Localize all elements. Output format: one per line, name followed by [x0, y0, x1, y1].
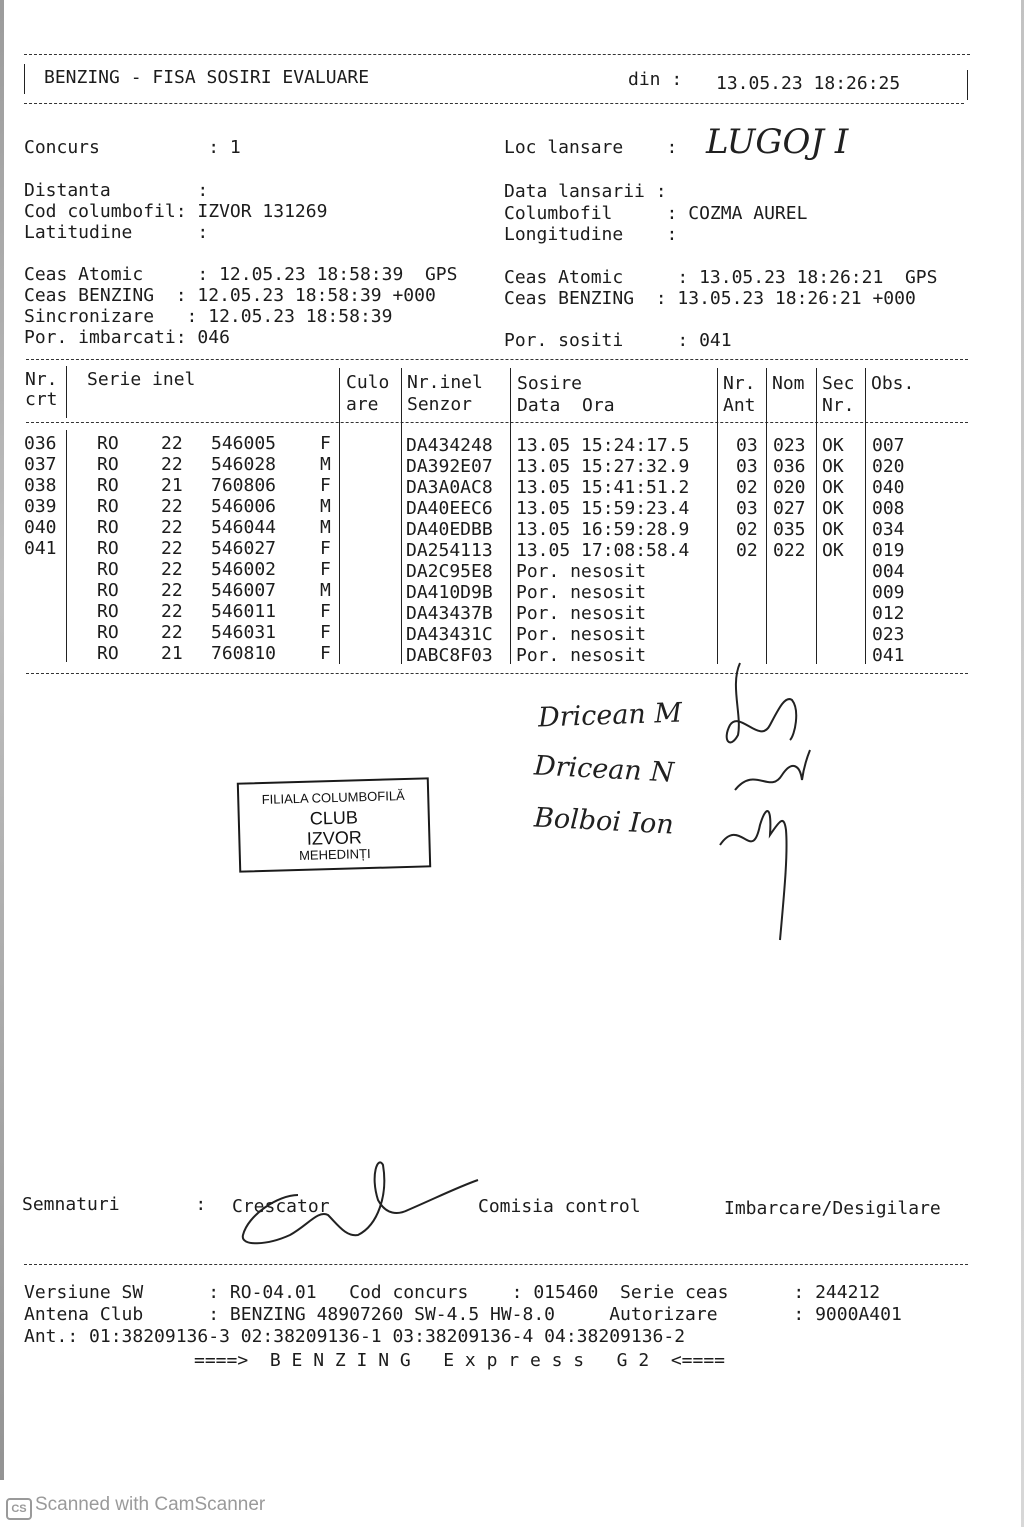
cell-senzor: DA43437B: [406, 603, 493, 624]
longitudine: Longitudine :: [504, 224, 678, 245]
table-header-rule: [26, 422, 968, 423]
concurs: Concurs : 1: [24, 137, 241, 158]
cell-obs: 020: [872, 456, 905, 477]
cell-sex: F: [320, 475, 331, 496]
cell-obs: 034: [872, 519, 905, 540]
cell-tara: RO: [97, 643, 119, 664]
cell-inel: 546031: [211, 622, 277, 643]
header-bottom-rule: [24, 103, 964, 104]
club-stamp: [237, 777, 431, 872]
cell-tara: RO: [97, 580, 119, 601]
cell-obs: 023: [872, 624, 905, 645]
date-value: 13.05.23 18:26:25: [716, 73, 901, 94]
cell-obs: 004: [872, 561, 905, 582]
header-ant-1: Nr.: [723, 373, 756, 394]
cell-an: 22: [161, 538, 183, 559]
cell-senzor: DABC8F03: [406, 645, 493, 666]
cell-sosire: 13.05 15:24:17.5: [516, 435, 690, 456]
ceas-atomic-right: Ceas Atomic : 13.05.23 18:26:21 GPS: [504, 267, 938, 288]
cell-an: 22: [161, 454, 183, 475]
footer-express: ====> B E N Z I N G E x p r e s s G 2 <====: [194, 1350, 726, 1371]
cell-senzor: DA43431C: [406, 624, 493, 645]
col-divider: [865, 368, 866, 664]
cell-ant: 02: [736, 540, 758, 561]
cell-sec: OK: [822, 456, 844, 477]
cell-senzor: DA40EEC6: [406, 498, 493, 519]
cell-sosire: Por. nesosit: [516, 582, 647, 603]
header-crt: crt: [25, 389, 58, 410]
cell-senzor: DA410D9B: [406, 582, 493, 603]
cell-inel: 546044: [211, 517, 277, 538]
date-label: din :: [628, 69, 683, 90]
cell-obs: 007: [872, 435, 905, 456]
cell-senzor: DA3A0AC8: [406, 477, 493, 498]
handwritten-name-3: Bolboi Ion: [533, 802, 675, 841]
col-divider: [66, 430, 67, 662]
header-top-rule: [24, 54, 970, 55]
cell-nr: 036: [24, 433, 57, 454]
camscanner-icon: CS: [6, 1498, 32, 1520]
cell-ant: 03: [736, 456, 758, 477]
col-divider: [401, 368, 402, 664]
cell-senzor: DA434248: [406, 435, 493, 456]
cell-tara: RO: [97, 538, 119, 559]
cell-tara: RO: [97, 496, 119, 517]
cell-nom: 035: [773, 519, 806, 540]
scan-edge-left: [0, 0, 4, 1480]
cell-nom: 027: [773, 498, 806, 519]
cell-inel: 546028: [211, 454, 277, 475]
ceas-atomic-left: Ceas Atomic : 12.05.23 18:58:39 GPS: [24, 264, 458, 285]
cell-obs: 019: [872, 540, 905, 561]
header-obs: Obs.: [871, 373, 915, 394]
cell-an: 21: [161, 475, 183, 496]
cell-sosire: 13.05 15:41:51.2: [516, 477, 690, 498]
cell-an: 22: [161, 433, 183, 454]
cell-inel: 546006: [211, 496, 277, 517]
cell-nom: 023: [773, 435, 806, 456]
cell-inel: 546011: [211, 601, 277, 622]
cell-nom: 036: [773, 456, 806, 477]
footer-versiune: Versiune SW : RO-04.01 Cod concurs : 015460 Serie ceas : 244212: [24, 1282, 881, 1303]
cell-tara: RO: [97, 559, 119, 580]
handwritten-name-1: Dricean M: [537, 697, 683, 734]
cell-sosire: 13.05 16:59:28.9: [516, 519, 690, 540]
cell-an: 21: [161, 643, 183, 664]
cell-sex: F: [320, 538, 331, 559]
header-sec-2: Nr.: [822, 395, 855, 416]
cell-obs: 041: [872, 645, 905, 666]
cod-columbofil: Cod columbofil: IZVOR 131269: [24, 201, 328, 222]
distanta: Distanta :: [24, 180, 209, 201]
signatures-rule: [24, 1264, 968, 1265]
cell-sex: F: [320, 622, 331, 643]
comisia-label: Comisia control: [478, 1196, 641, 1217]
cell-sex: M: [320, 517, 331, 538]
cell-sec: OK: [822, 498, 844, 519]
col-divider: [510, 368, 511, 664]
cell-sec: OK: [822, 435, 844, 456]
cell-tara: RO: [97, 454, 119, 475]
cell-an: 22: [161, 517, 183, 538]
table-top-rule: [26, 359, 968, 360]
cell-obs: 009: [872, 582, 905, 603]
cell-ant: 03: [736, 435, 758, 456]
cell-ant: 03: [736, 498, 758, 519]
cell-tara: RO: [97, 475, 119, 496]
cell-nr: 038: [24, 475, 57, 496]
cell-sosire: Por. nesosit: [516, 561, 647, 582]
cell-nr: 039: [24, 496, 57, 517]
header-culoare-1: Culo: [346, 372, 390, 393]
cell-ant: 02: [736, 519, 758, 540]
cell-sec: OK: [822, 540, 844, 561]
cell-senzor: DA2C95E8: [406, 561, 493, 582]
cell-sex: F: [320, 601, 331, 622]
imbarcare-label: Imbarcare/Desigilare: [724, 1198, 941, 1219]
cell-inel: 546007: [211, 580, 277, 601]
header-data-ora: Data Ora: [517, 395, 615, 416]
cell-sex: F: [320, 559, 331, 580]
latitudine: Latitudine :: [24, 222, 209, 243]
sincronizare: Sincronizare : 12.05.23 18:58:39: [24, 306, 393, 327]
cell-an: 22: [161, 622, 183, 643]
header-ant-2: Ant: [723, 395, 756, 416]
col-divider: [766, 368, 767, 664]
header-nrinel: Nr.inel: [407, 372, 483, 393]
header-sosire: Sosire: [517, 373, 583, 394]
signature-scribble-right: [700, 655, 830, 945]
scanner-watermark: [6, 1494, 265, 1520]
header-nom: Nom: [772, 373, 805, 394]
cell-ant: 02: [736, 477, 758, 498]
cell-obs: 012: [872, 603, 905, 624]
cell-obs: 008: [872, 498, 905, 519]
header-culoare-2: are: [346, 394, 379, 415]
loc-lansare-label: Loc lansare :: [504, 137, 678, 158]
cell-nr: 040: [24, 517, 57, 538]
stamp-line-1: FILIALA COLUMBOFILĂ: [261, 788, 405, 808]
cell-an: 22: [161, 580, 183, 601]
cell-inel: 760806: [211, 475, 277, 496]
header-left-bar: [24, 64, 25, 94]
footer-antena: Antena Club : BENZING 48907260 SW-4.5 HW-8.0 Autorizare : 9000A401: [24, 1304, 902, 1325]
col-divider: [816, 368, 817, 664]
por-sositi: Por. sositi : 041: [504, 330, 732, 351]
ceas-benzing-right: Ceas BENZING : 13.05.23 18:26:21 +000: [504, 288, 916, 309]
cell-sec: OK: [822, 477, 844, 498]
header-senzor: Senzor: [407, 394, 473, 415]
cell-inel: 546027: [211, 538, 277, 559]
handwritten-name-2: Dricean N: [533, 750, 675, 789]
footer-ant: Ant.: 01:38209136-3 02:38209136-1 03:38209136-4 04:38209136-2: [24, 1326, 686, 1347]
cell-an: 22: [161, 601, 183, 622]
cell-sosire: Por. nesosit: [516, 645, 647, 666]
scanner-text: Scanned with CamScanner: [35, 1494, 266, 1515]
cell-nom: 022: [773, 540, 806, 561]
header-nr: Nr.: [25, 369, 58, 390]
cell-inel: 546002: [211, 559, 277, 580]
cell-sosire: Por. nesosit: [516, 624, 647, 645]
stamp-line-2: CLUB: [309, 807, 359, 829]
crescator-label: Crescator: [232, 1196, 330, 1217]
cell-sec: OK: [822, 519, 844, 540]
page-title: BENZING - FISA SOSIRI EVALUARE: [44, 67, 370, 88]
cell-sosire: 13.05 17:08:58.4: [516, 540, 690, 561]
cell-senzor: DA254113: [406, 540, 493, 561]
cell-sosire: Por. nesosit: [516, 603, 647, 624]
cell-an: 22: [161, 559, 183, 580]
cell-sex: M: [320, 454, 331, 475]
cell-nr: 037: [24, 454, 57, 475]
header-serie-inel: Serie inel: [87, 369, 196, 390]
cell-tara: RO: [97, 601, 119, 622]
columbofil: Columbofil : COZMA AUREL: [504, 203, 808, 224]
cell-obs: 040: [872, 477, 905, 498]
cell-sex: F: [320, 643, 331, 664]
cell-an: 22: [161, 496, 183, 517]
cell-senzor: DA40EDBB: [406, 519, 493, 540]
col-divider: [717, 368, 718, 664]
cell-tara: RO: [97, 433, 119, 454]
cell-senzor: DA392E07: [406, 456, 493, 477]
signatures-label: Semnaturi :: [22, 1194, 207, 1215]
data-lansarii: Data lansarii :: [504, 181, 667, 202]
por-imbarcati: Por. imbarcati: 046: [24, 327, 230, 348]
loc-lansare-value: LUGOJ I: [706, 122, 849, 162]
cell-sosire: 13.05 15:27:32.9: [516, 456, 690, 477]
cell-sex: M: [320, 580, 331, 601]
crescator-signature: [228, 1155, 488, 1255]
header-sec-1: Sec: [822, 373, 855, 394]
col-divider: [66, 366, 67, 418]
cell-nr: 041: [24, 538, 57, 559]
stamp-line-4: MEHEDINȚI: [298, 845, 371, 863]
cell-sosire: 13.05 15:59:23.4: [516, 498, 690, 519]
cell-tara: RO: [97, 517, 119, 538]
ceas-benzing-left: Ceas BENZING : 12.05.23 18:58:39 +000: [24, 285, 436, 306]
cell-inel: 546005: [211, 433, 277, 454]
stamp-line-3: IZVOR: [306, 827, 363, 849]
col-divider: [339, 368, 340, 664]
cell-sex: F: [320, 433, 331, 454]
cell-nom: 020: [773, 477, 806, 498]
cell-tara: RO: [97, 622, 119, 643]
header-right-bar: [967, 70, 968, 100]
cell-sex: M: [320, 496, 331, 517]
cell-inel: 760810: [211, 643, 277, 664]
